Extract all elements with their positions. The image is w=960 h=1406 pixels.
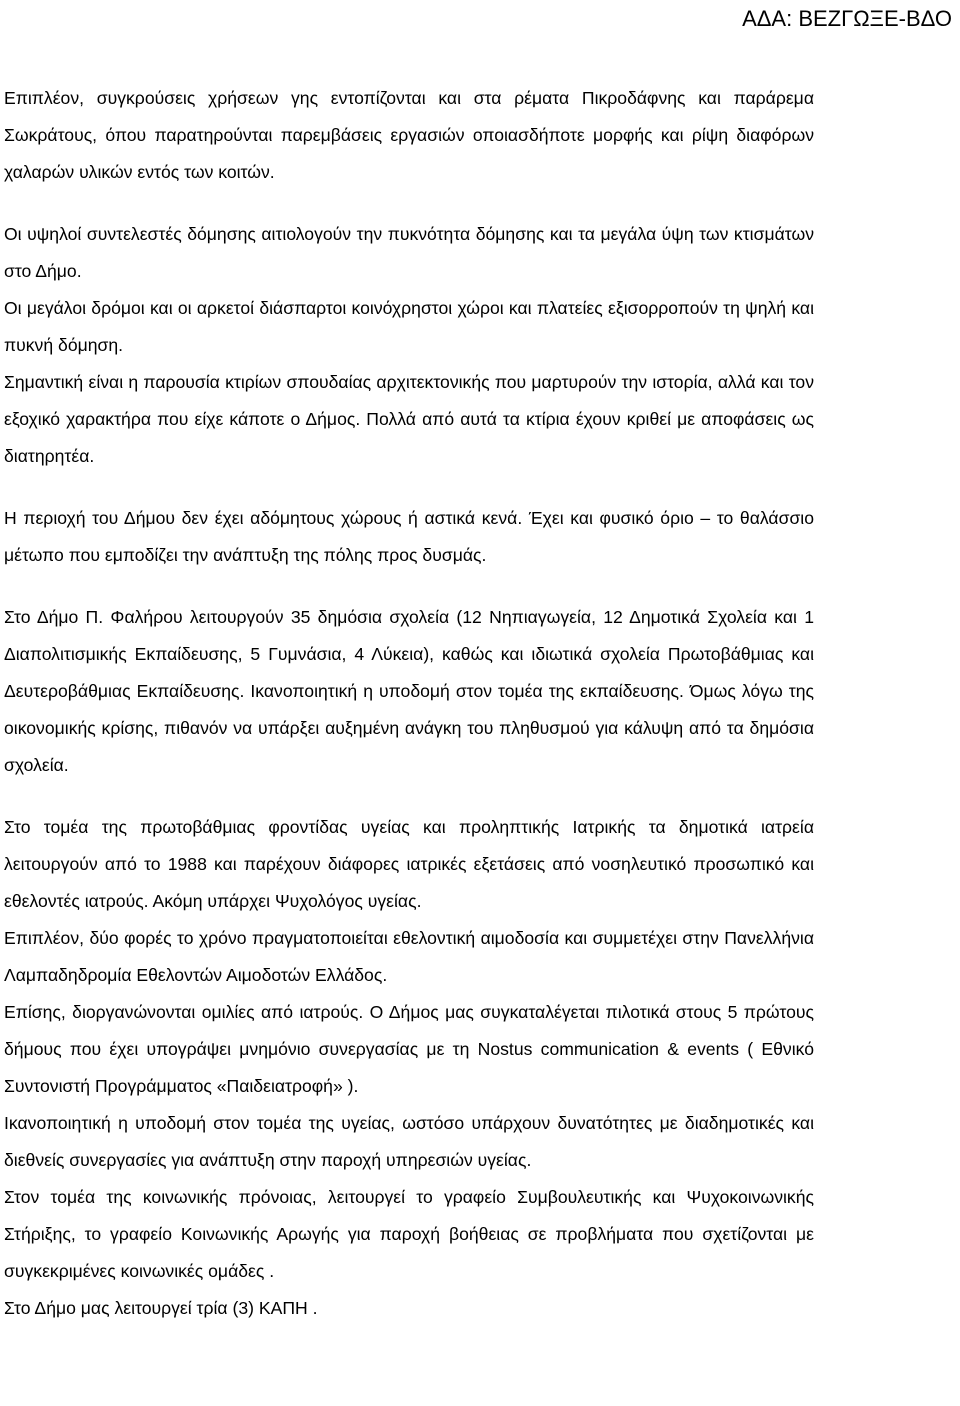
paragraph-spacer (4, 191, 814, 216)
document-body (4, 80, 814, 1327)
ada-header: ΑΔΑ: ΒΕΖΓΩΞΕ-ΒΔΟ (742, 6, 952, 31)
paragraph-spacer (4, 784, 814, 809)
paragraph-primary-health-care: Στο τομέα της πρωτοβάθμιας φροντίδας υγείας και προληπτικής Ιατρικής τα δημοτικά ιατρεία λειτουργούν από το 1988 και παρέχουν διάφορες ιατρικές εξετάσεις από νοσηλευτικό προσωπικό και εθελοντές ιατρούς. Ακόμη υπάρχει Ψυχολόγος υγείας. (4, 817, 814, 911)
paragraph-open-spaces: Η περιοχή του Δήμου δεν έχει αδόμητους χώρους ή αστικά κενά. Έχει και φυσικό όριο – το θαλάσσιο μέτωπο που εμποδίζει την ανάπτυξη της πόλης προς δυσμάς. (4, 508, 814, 565)
paragraph-social-welfare: Στον τομέα της κοινωνικής πρόνοιας, λειτουργεί το γραφείο Συμβουλευτικής και Ψυχοκοινωνικής Στήριξης, το γραφείο Κοινωνικής Αρωγής για παροχή βοήθειας σε προβλήματα που σχετίζονται με συγκεκριμένες κοινωνικές ομάδες . (4, 1187, 814, 1281)
paragraph-schools: Στο Δήμο Π. Φαλήρου λειτουργούν 35 δημόσια σχολεία (12 Νηπιαγωγεία, 12 Δημοτικά Σχολεία και 1 Διαπολιτισμικής Εκπαίδευσης, 5 Γυμνάσια, 4 Λύκεια), καθώς και ιδιωτικά σχολεία Πρωτοβάθμιας και Δευτεροβάθμιας Εκπαίδευσης. Ικανοποιητική η υποδομή στον τομέα της εκπαίδευσης. Όμως λόγω της οικονομικής κρίσης, πιθανόν να υπάρξει αυξημένη ανάγκη του πληθυσμού για κάλυψη από τα δημόσια σχολεία. (4, 607, 814, 775)
paragraph-roads-squares: Οι μεγάλοι δρόμοι και οι αρκετοί διάσπαρτοι κοινόχρηστοι χώροι και πλατείες εξισορροπούν τη ψηλή και πυκνή δόμηση. (4, 298, 814, 355)
paragraph-spacer (4, 475, 814, 500)
paragraph-health-infrastructure: Ικανοποιητική η υποδομή στον τομέα της υγείας, ωστόσο υπάρχουν δυνατότητες με διαδημοτικές και διεθνείς συνεργασίες για ανάπτυξη στην παροχή υπηρεσιών υγείας. (4, 1113, 814, 1170)
paragraph-blood-donation: Επιπλέον, δύο φορές το χρόνο πραγματοποιείται εθελοντική αιμοδοσία και συμμετέχει στην Πανελλήνια Λαμπαδηδρομία Εθελοντών Αιμοδοτών Ελλάδος. (4, 928, 814, 985)
paragraph-historic-buildings: Σημαντική είναι η παρουσία κτιρίων σπουδαίας αρχιτεκτονικής που μαρτυρούν την ιστορία, αλλά και τον εξοχικό χαρακτήρα που είχε κάποτε ο Δήμος. Πολλά από αυτά τα κτίρια έχουν κριθεί με αποφάσεις ως διατηρητέα. (4, 372, 814, 466)
paragraph-streams-conflicts: Επιπλέον, συγκρούσεις χρήσεων γης εντοπίζονται και στα ρέματα Πικροδάφνης και παράρεμα Σωκράτους, όπου παρατηρούνται παρεμβάσεις εργασιών οποιασδήποτε μορφής και ρίψη διαφόρων χαλαρών υλικών εντός των κοιτών. (4, 88, 814, 182)
paragraph-kapi-centers: Στο Δήμο μας λειτουργεί τρία (3) ΚΑΠΗ . (4, 1298, 318, 1318)
paragraph-lectures-nutrition: Επίσης, διοργανώνονται ομιλίες από ιατρούς. Ο Δήμος μας συγκαταλέγεται πιλοτικά στους 5 πρώτους δήμους που έχει υπογράψει μνημόνιο συνεργασίας με τη Nostus communication & events ( Εθνικό Συντονιστή Προγράμματος «Παιδειατροφή» ). (4, 1002, 814, 1096)
paragraph-building-coefficients: Οι υψηλοί συντελεστές δόμησης αιτιολογούν την πυκνότητα δόμησης και τα μεγάλα ύψη των κτισμάτων στο Δήμο. (4, 224, 814, 281)
paragraph-spacer (4, 574, 814, 599)
